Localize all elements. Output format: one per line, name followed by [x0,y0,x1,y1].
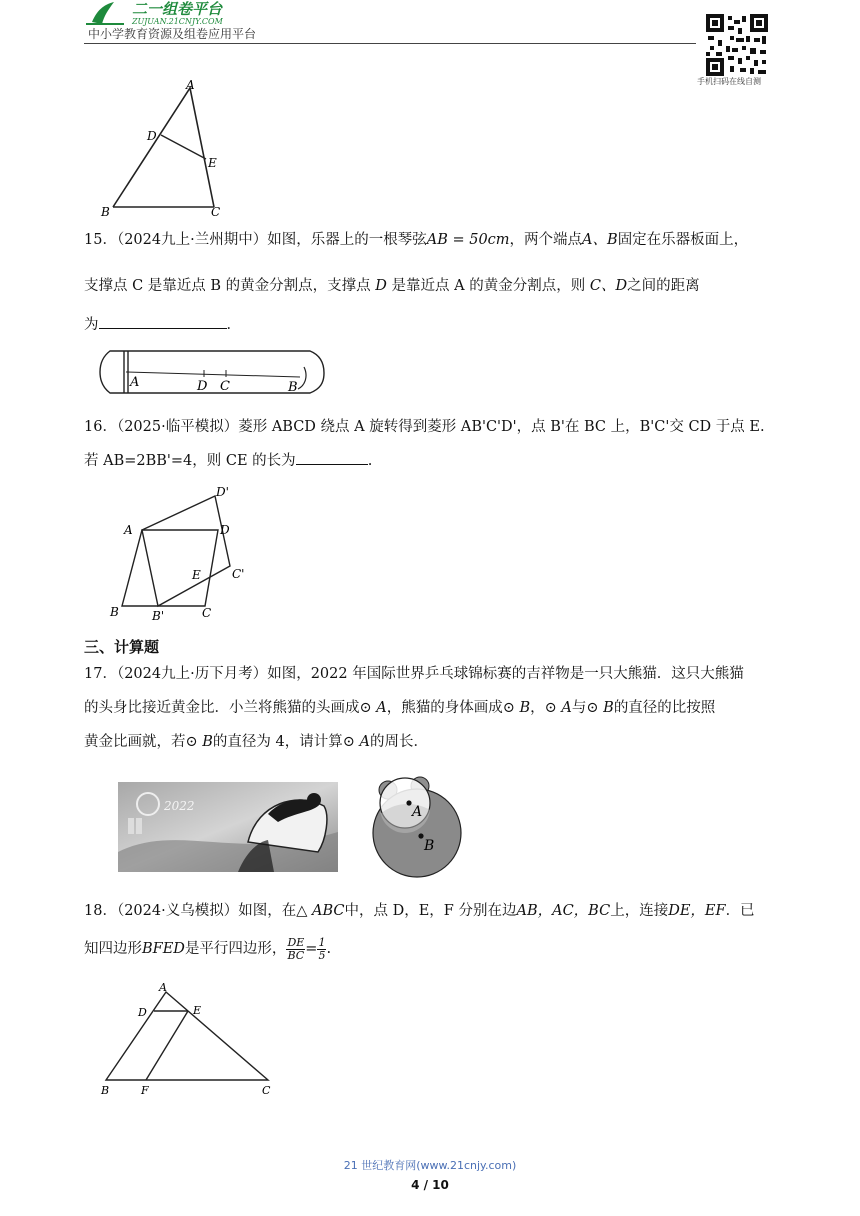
q17-line3: 黄金比画就，若⊙ B的直径为 4，请计算⊙ A的周长． [84,734,428,750]
label-A: A [412,804,423,820]
q16-line2: 若 AB=2BB'=4，则 CE 的长为 . [84,450,372,472]
photo-year: 2022 [164,799,195,813]
label-B: B [101,1084,110,1097]
label-F: F [141,1084,149,1097]
label-C: C [211,205,221,219]
footer-site-link[interactable]: 21 世纪教育网(www.21cnjy.com) [343,1159,517,1172]
label-A: A [159,981,167,994]
figure-q15-instrument [98,347,328,397]
figure-q18-triangle [98,978,284,1100]
q16-line1: 16．（2025·临平模拟）菱形 ABCD 绕点 A 旋转得到菱形 AB'C'D'，点 B'在 BC 上，B'C'交 CD 于点 E. [84,419,765,435]
logo-runner-icon [92,2,114,24]
fraction-one-fifth: $\frac{1}{5}$ [318,935,326,962]
qr-code-icon[interactable] [706,14,768,76]
q18-line1: 18．（2024·义乌模拟）如图，在△ ABC中，点 D，E，F 分别在边AB，AC，BC上，连接DE，EF．已 [84,903,755,919]
q15-answer-blank[interactable] [99,314,227,329]
label-D: D [197,379,208,394]
figure-q17-circles [372,770,468,880]
fraction-de-bc: $\frac{DE}{BC}$ [287,935,305,962]
figure-q14-triangle [96,78,226,220]
label-D-prime: D' [216,485,229,499]
label-B: B [424,838,435,854]
label-A: A [130,375,140,390]
logo-text: 二一组卷平台 [132,0,223,18]
q17-line2: 的头身比接近黄金比．小兰将熊猫的头画成⊙ A，熊猫的身体画成⊙ B，⊙ A与⊙ B的直径的比按照 [84,700,716,716]
logo-url: ZUJUAN.21CNJY.COM [132,17,223,26]
label-B: B [110,605,119,619]
label-C: C [202,606,212,620]
label-C-prime: C' [232,567,245,581]
label-C: C [220,379,230,394]
figure-q16-rhombus [104,482,252,624]
label-D: D [220,523,230,537]
panda-mascot-photo [118,782,338,872]
page-number: 4 / 10 [411,1178,449,1192]
qr-caption: 手机扫码在线自测 [697,77,761,86]
header-divider [84,43,696,44]
site-logo [84,0,274,26]
label-B: B [101,205,110,219]
q15-line3: 为 ． [84,314,241,336]
label-D: D [138,1006,147,1019]
q15-line1: 15．（2024九上·兰州期中）如图，乐器上的一根琴弦AB = 50cm，两个端点A、B固定在乐器板面上， [84,232,749,248]
label-E: E [193,1004,202,1017]
label-A: A [186,78,195,92]
label-C: C [262,1084,271,1097]
label-E: E [192,568,201,582]
label-E: E [208,156,217,170]
label-B-prime: B' [152,609,165,623]
label-B: B [288,380,298,395]
q16-answer-blank[interactable] [296,450,368,465]
q17-line1: 17．（2024九上·历下月考）如图，2022 年国际世界乒乓球锦标赛的吉祥物是一只大熊猫．这只大熊猫 [84,666,744,682]
q15-line2: 支撑点 C 是靠近点 B 的黄金分割点，支撑点 D 是靠近点 A 的黄金分割点，则 C、D之间的距离 [84,278,700,294]
label-A: A [124,523,133,537]
q18-line2: 知四边形BFED是平行四边形， $\frac{DE}{BC}$ = $\frac{1}{5}$ . [84,935,332,962]
header-subtitle: 中小学教育资源及组卷应用平台 [88,27,257,41]
label-D: D [147,129,157,143]
section-title: 三、计算题 [84,638,160,656]
